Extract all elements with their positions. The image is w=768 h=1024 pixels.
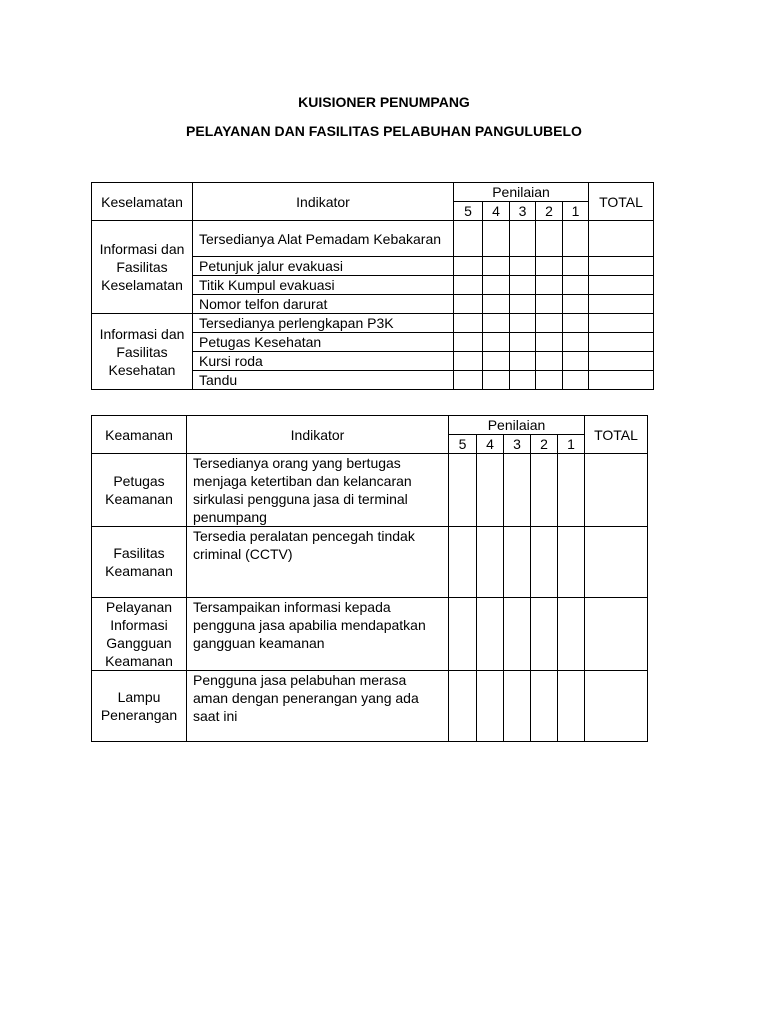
category-header: Keamanan <box>92 416 187 454</box>
score-1-header: 1 <box>563 202 589 221</box>
total-cell[interactable] <box>585 527 648 598</box>
score-cell[interactable] <box>536 314 563 333</box>
total-cell[interactable] <box>585 671 648 742</box>
score-cell[interactable] <box>449 671 477 742</box>
score-cell[interactable] <box>536 221 563 257</box>
score-cell[interactable] <box>558 454 585 527</box>
score-cell[interactable] <box>483 221 510 257</box>
score-cell[interactable] <box>563 314 589 333</box>
score-cell[interactable] <box>563 221 589 257</box>
rating-header: Penilaian <box>449 416 585 435</box>
score-cell[interactable] <box>454 257 483 276</box>
total-cell[interactable] <box>585 454 648 527</box>
score-cell[interactable] <box>504 527 531 598</box>
table-row <box>92 314 654 333</box>
score-cell[interactable] <box>563 352 589 371</box>
score-cell[interactable] <box>483 295 510 314</box>
score-cell[interactable] <box>477 598 504 671</box>
score-4-header: 4 <box>477 435 504 454</box>
score-cell[interactable] <box>510 352 536 371</box>
score-cell[interactable] <box>449 454 477 527</box>
indicator-cell: Tersedianya perlengkapan P3K <box>193 314 454 333</box>
score-cell[interactable] <box>510 314 536 333</box>
indicator-cell: Petunjuk jalur evakuasi <box>193 257 454 276</box>
score-4-header: 4 <box>483 202 510 221</box>
total-header: TOTAL <box>589 183 654 221</box>
score-cell[interactable] <box>563 333 589 352</box>
total-header: TOTAL <box>585 416 648 454</box>
score-cell[interactable] <box>558 527 585 598</box>
indicator-cell: Tersedianya orang yang bertugas menjaga ketertiban dan kelancaran sirkulasi pengguna jasa di terminal penumpang <box>187 454 449 527</box>
score-cell[interactable] <box>536 276 563 295</box>
score-cell[interactable] <box>454 295 483 314</box>
score-cell[interactable] <box>536 371 563 390</box>
safety-questionnaire-table <box>91 182 654 390</box>
score-cell[interactable] <box>483 352 510 371</box>
total-cell[interactable] <box>589 352 654 371</box>
category-cell: Informasi dan Fasilitas Kesehatan <box>92 314 193 390</box>
indicator-cell: Pengguna jasa pelabuhan merasa aman dengan penerangan yang ada saat ini <box>187 671 449 742</box>
score-cell[interactable] <box>531 527 558 598</box>
score-5-header: 5 <box>449 435 477 454</box>
score-cell[interactable] <box>531 598 558 671</box>
score-cell[interactable] <box>563 295 589 314</box>
table-row <box>92 598 648 671</box>
indicator-cell: Tersedia peralatan pencegah tindak criminal (CCTV) <box>187 527 449 598</box>
page-subtitle: PELAYANAN DAN FASILITAS PELABUHAN PANGULUBELO <box>186 123 582 139</box>
category-cell: Fasilitas Keamanan <box>92 527 187 598</box>
indicator-header: Indikator <box>193 183 454 221</box>
score-cell[interactable] <box>510 221 536 257</box>
score-cell[interactable] <box>449 598 477 671</box>
total-cell[interactable] <box>589 314 654 333</box>
category-cell: Pelayanan Informasi Gangguan Keamanan <box>92 598 187 671</box>
table-row <box>92 527 648 598</box>
score-cell[interactable] <box>563 257 589 276</box>
indicator-header: Indikator <box>187 416 449 454</box>
score-cell[interactable] <box>510 276 536 295</box>
score-cell[interactable] <box>483 371 510 390</box>
indicator-cell: Titik Kumpul evakuasi <box>193 276 454 295</box>
table-row <box>92 221 654 257</box>
score-3-header: 3 <box>504 435 531 454</box>
indicator-cell: Petugas Kesehatan <box>193 333 454 352</box>
score-cell[interactable] <box>483 257 510 276</box>
score-cell[interactable] <box>531 454 558 527</box>
score-cell[interactable] <box>563 371 589 390</box>
indicator-cell: Tersedianya Alat Pemadam Kebakaran <box>193 221 454 257</box>
indicator-cell: Tersampaikan informasi kepada pengguna jasa apabilia mendapatkan gangguan keamanan <box>187 598 449 671</box>
category-header: Keselamatan <box>92 183 193 221</box>
score-cell[interactable] <box>504 454 531 527</box>
indicator-cell: Nomor telfon darurat <box>193 295 454 314</box>
score-cell[interactable] <box>483 314 510 333</box>
score-2-header: 2 <box>536 202 563 221</box>
total-cell[interactable] <box>589 371 654 390</box>
score-cell[interactable] <box>510 257 536 276</box>
score-cell[interactable] <box>449 527 477 598</box>
score-cell[interactable] <box>510 371 536 390</box>
total-cell[interactable] <box>585 598 648 671</box>
score-cell[interactable] <box>454 314 483 333</box>
score-cell[interactable] <box>510 295 536 314</box>
total-cell[interactable] <box>589 257 654 276</box>
score-cell[interactable] <box>483 333 510 352</box>
category-cell: Petugas Keamanan <box>92 454 187 527</box>
score-cell[interactable] <box>454 371 483 390</box>
category-cell: Lampu Penerangan <box>92 671 187 742</box>
score-cell[interactable] <box>477 527 504 598</box>
score-cell[interactable] <box>477 671 504 742</box>
score-cell[interactable] <box>454 352 483 371</box>
total-cell[interactable] <box>589 221 654 257</box>
score-cell[interactable] <box>477 454 504 527</box>
indicator-cell: Kursi roda <box>193 352 454 371</box>
score-cell[interactable] <box>454 276 483 295</box>
score-cell[interactable] <box>536 352 563 371</box>
score-cell[interactable] <box>536 333 563 352</box>
category-cell: Informasi dan Fasilitas Keselamatan <box>92 221 193 314</box>
score-cell[interactable] <box>510 333 536 352</box>
score-cell[interactable] <box>454 221 483 257</box>
security-questionnaire-table <box>91 415 648 742</box>
score-cell[interactable] <box>483 276 510 295</box>
total-cell[interactable] <box>589 276 654 295</box>
score-cell[interactable] <box>504 598 531 671</box>
indicator-cell: Tandu <box>193 371 454 390</box>
score-cell[interactable] <box>536 257 563 276</box>
score-1-header: 1 <box>558 435 585 454</box>
score-3-header: 3 <box>510 202 536 221</box>
score-cell[interactable] <box>536 295 563 314</box>
score-cell[interactable] <box>558 671 585 742</box>
table-row <box>92 671 648 742</box>
total-cell[interactable] <box>589 333 654 352</box>
rating-header: Penilaian <box>454 183 589 202</box>
score-cell[interactable] <box>454 333 483 352</box>
score-cell[interactable] <box>504 671 531 742</box>
score-cell[interactable] <box>558 598 585 671</box>
score-cell[interactable] <box>531 671 558 742</box>
score-cell[interactable] <box>563 276 589 295</box>
total-cell[interactable] <box>589 295 654 314</box>
score-5-header: 5 <box>454 202 483 221</box>
page-title: KUISIONER PENUMPANG <box>298 94 470 110</box>
score-2-header: 2 <box>531 435 558 454</box>
table-row <box>92 454 648 527</box>
